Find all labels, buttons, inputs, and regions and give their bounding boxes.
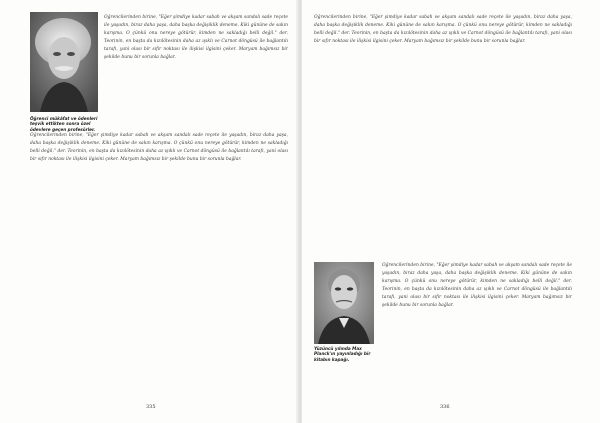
left-body-text-2: Öğrencilerinden birine, "Eğer şimdiye kadar sabah ve akşam sandalı sade reçete ile yaşadın, biraz daha yaşa, daha başka değişiklik deneme. Kiki gününe de sakın karışma. O çünkü onu nereye götürür, kimden ne sakladığı belli değil." der. Teorinin, en başta da kızılötesinin daha az ışıklı ve Carnot döngüsü ile bağlantılı tarafı, yani olası bir sıfır noktası ile ilişkisi ilgisini çeker. Maryam bağımsız bir şekilde bunu bir sorunla bağlar. — [30, 133, 288, 163]
planck-portrait — [314, 262, 374, 344]
right-photo-caption: Yüzüncü yılında Max Planck'ın yayınladığı bir kitabın kapağı. — [314, 346, 371, 362]
page-number-right: 336 — [440, 404, 450, 410]
right-body-text: Öğrencilerinden birine, "Eğer şimdiye kadar sabah ve akşam sandalı sade reçete ile yaşadın, biraz daha yaşa, daha başka değişiklik deneme. Kiki gününe de sakın karışma. O çünkü onu nereye götürür, kimden ne sakladığı belli değil." der. Teorinin, en başta da kızılötesinin daha az ışıklı ve Carnot döngüsü ile bağlantılı tarafı, yani olası bir sıfır noktası ile ilişkisi ilgisini çeker. Maryam bağımsız bir şekilde bunu bir sorunla bağlar. — [314, 15, 572, 45]
left-page — [0, 0, 298, 423]
left-body-text: Öğrencilerinden birine, "Eğer şimdiye kadar sabah ve akşam sandalı sade reçete ile yaşadın, biraz daha yaşa, daha başka değişiklik deneme. Kiki gününe de sakın karışma. O çünkü onu nereye götürür, kimden ne sakladığı belli değil." der. Teorinin, en başta da kızılötesinin daha az ışıklı ve Carnot döngüsü ile bağlantılı tarafı, yani olası bir sıfır noktası ile ilişkisi ilgisini çeker. Maryam bağımsız bir şekilde bunu bir sorunla bağlar. — [104, 15, 288, 61]
right-body-text-2: Öğrencilerinden birine, "Eğer şimdiye kadar sabah ve akşam sandalı sade reçete ile yaşadın, biraz daha yaşa, daha başka değişiklik deneme. Kiki gününe de sakın karışma. O çünkü onu nereye götürür, kimden ne sakladığı belli değil." der. Teorinin, en başta da kızılötesinin daha az ışıklı ve Carnot döngüsü ile bağlantılı tarafı, yani olası bir sıfır noktası ile ilişkisi ilgisini çeker. Maryam bağımsız bir şekilde bunu bir sorunla bağlar. — [382, 263, 572, 309]
left-photo-caption: Öğrenci mükâfat ve ödenleri teşvik ettikten sonra özel ödevlere geçen profesörler. — [30, 116, 98, 132]
einstein-portrait — [30, 12, 98, 112]
portrait-image-2 — [314, 262, 374, 344]
right-page — [302, 0, 600, 423]
page-number-left: 335 — [146, 404, 156, 410]
portrait-image — [30, 12, 98, 112]
